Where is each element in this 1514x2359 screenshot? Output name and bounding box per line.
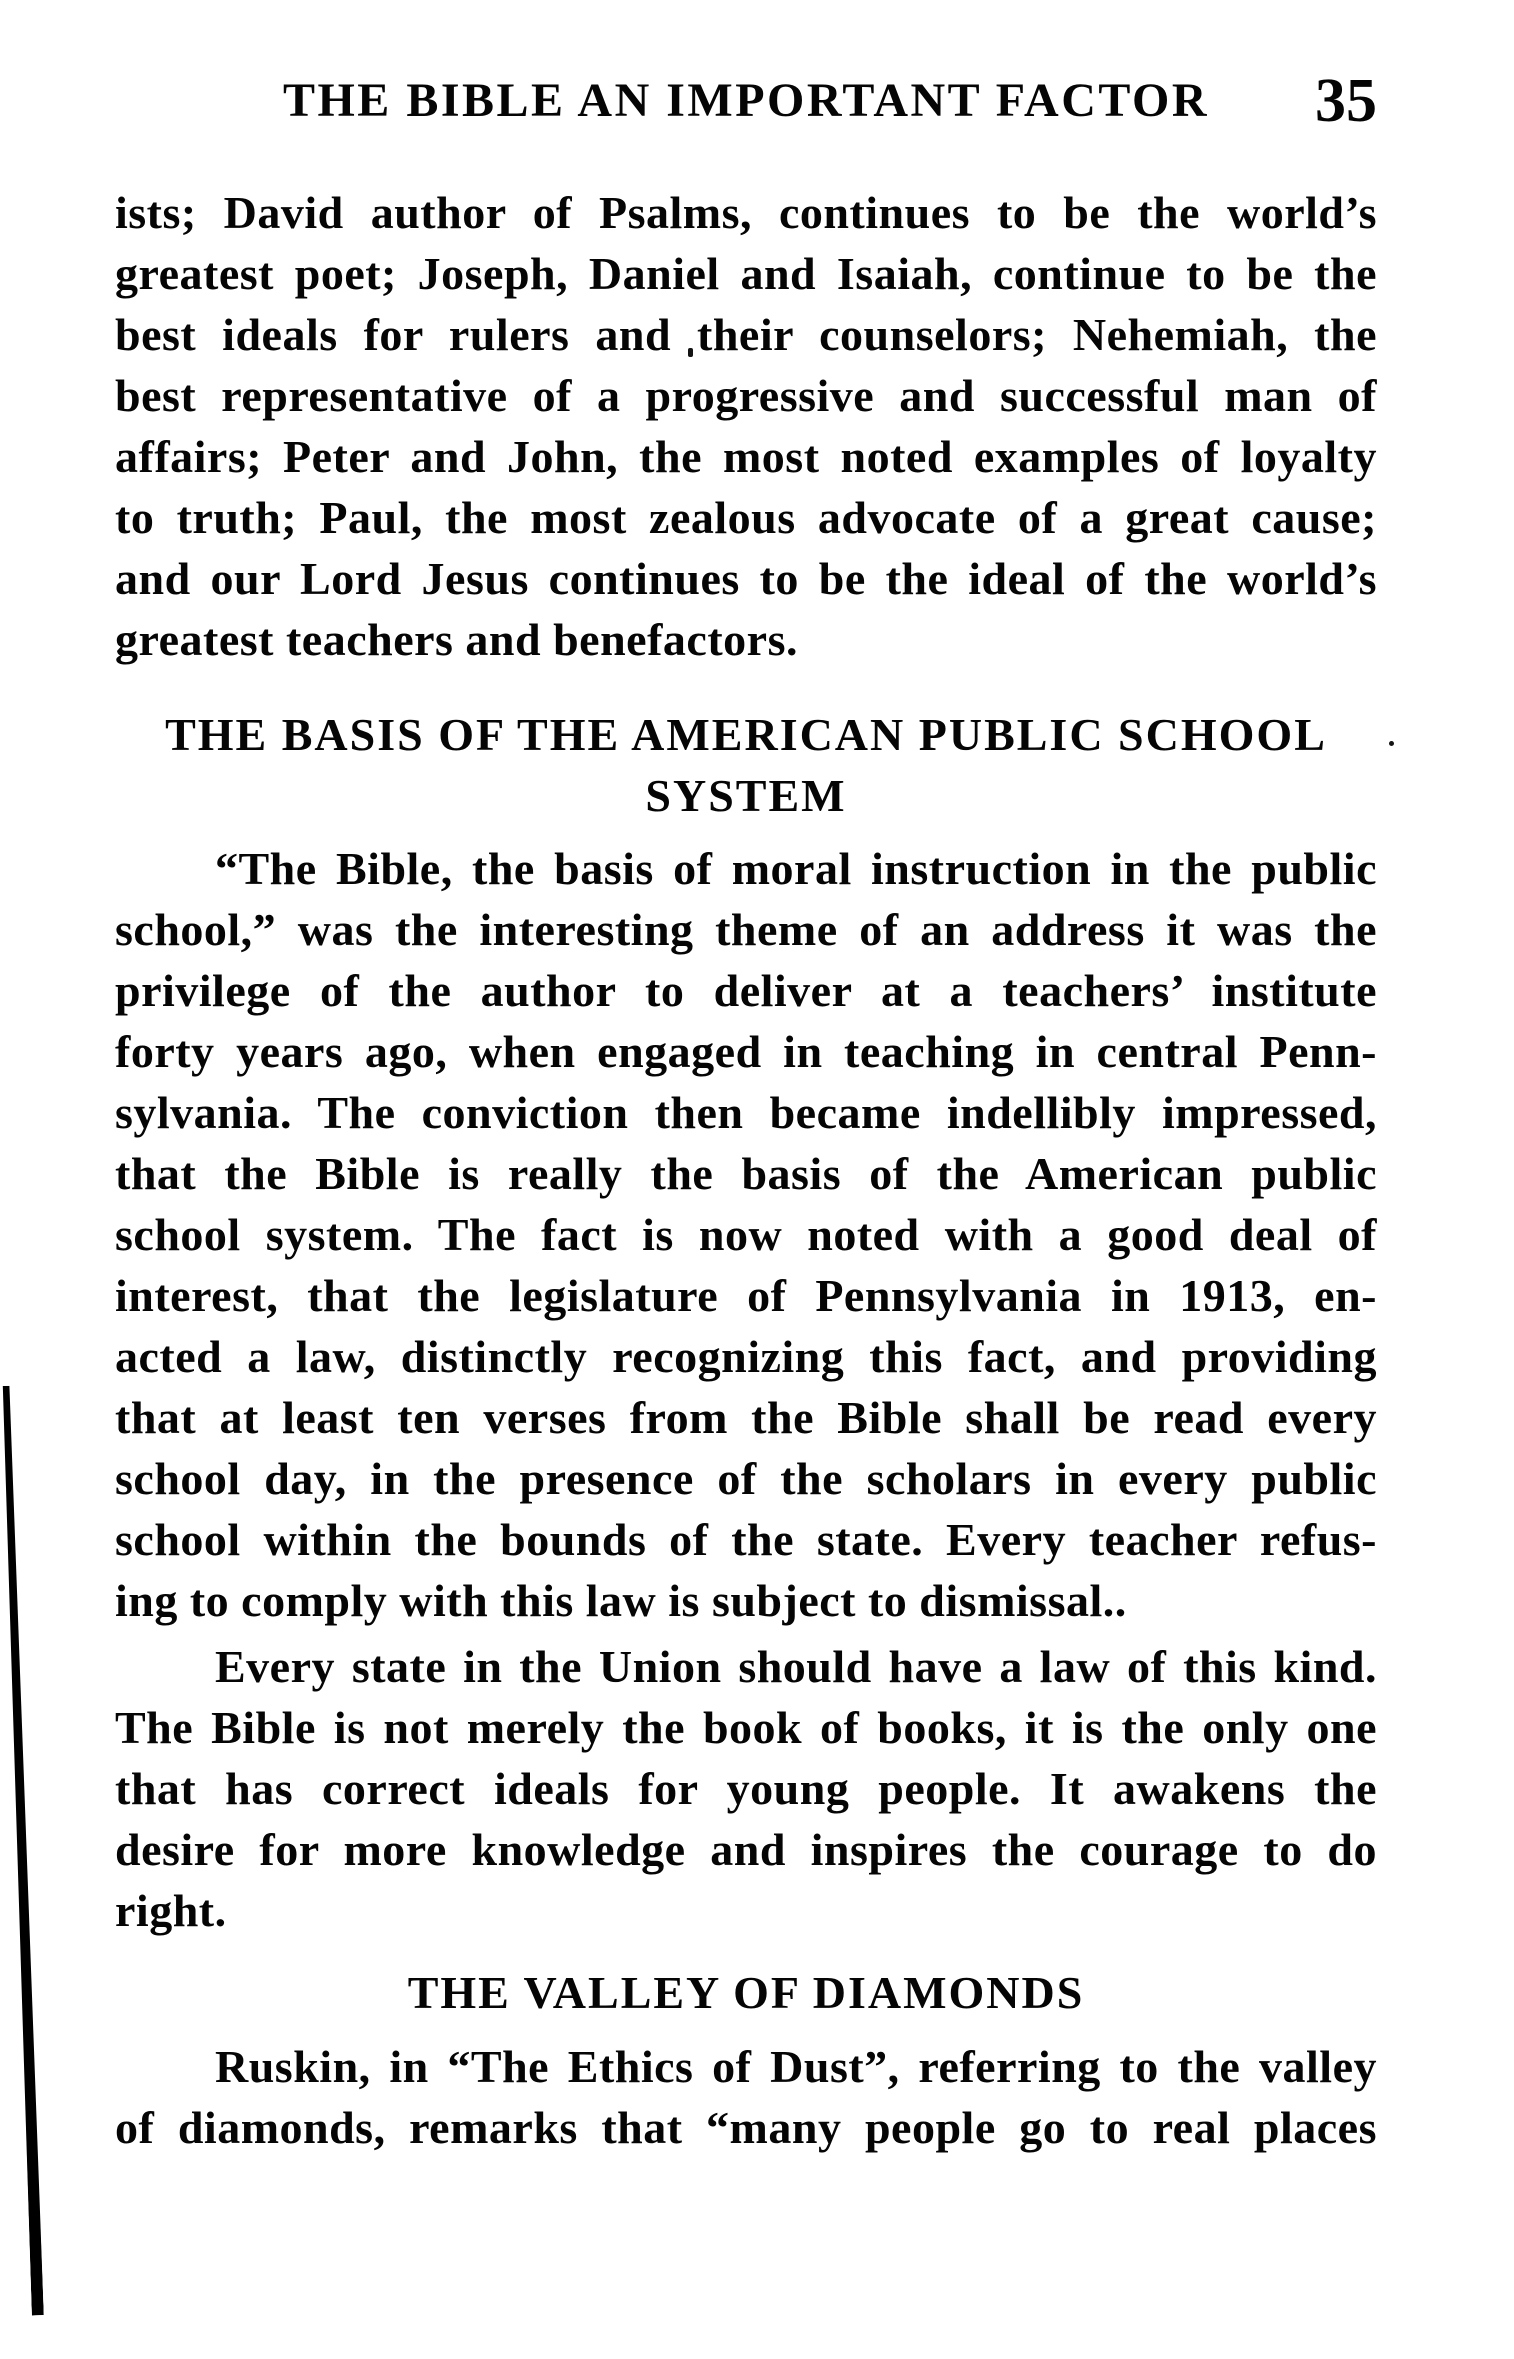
text-line: that the Bible is really the basis of the American public <box>115 1148 1377 1199</box>
ink-speck <box>1389 741 1394 746</box>
text-line: school day, in the presence of the scholars in every public <box>115 1453 1377 1504</box>
text-line: privilege of the author to deliver at a teachers’ institute <box>115 965 1377 1016</box>
text-line: that has correct ideals for young people. It awakens the <box>115 1763 1377 1814</box>
text-line: best representative of a progressive and successful man of <box>115 370 1377 421</box>
heading-line: THE BASIS OF THE AMERICAN PUBLIC SCHOOL <box>165 709 1327 760</box>
text-line: right. <box>115 1885 227 1936</box>
heading-line: SYSTEM <box>645 770 847 821</box>
paragraph-4 <box>115 2036 1377 2158</box>
text-line: that at least ten verses from the Bible shall be read every <box>115 1392 1377 1443</box>
text-line: forty years ago, when engaged in teaching in central Penn- <box>115 1026 1377 1077</box>
scan-smudge-bar <box>1 1386 44 2316</box>
paragraph-2 <box>115 838 1377 1631</box>
paragraph-1 <box>115 182 1377 670</box>
text-line: to truth; Paul, the most zealous advocate of a great cause; <box>115 492 1377 543</box>
text-line: school system. The fact is now noted with a good deal of <box>115 1209 1377 1260</box>
text-line: ing to comply with this law is subject to dismissal.. <box>115 1575 1127 1626</box>
text-line: and our Lord Jesus continues to be the ideal of the world’s <box>115 553 1377 604</box>
text-line: school,” was the interesting theme of an address it was the <box>115 904 1377 955</box>
text-line: greatest teachers and benefactors. <box>115 614 798 665</box>
text-line: best ideals for rulers and their counselors; Nehemiah, the <box>115 309 1377 360</box>
heading-basis <box>115 704 1377 826</box>
text-line: desire for more knowledge and inspires the courage to do <box>115 1824 1377 1875</box>
text-line: interest, that the legislature of Pennsylvania in 1913, en- <box>115 1270 1377 1321</box>
text-line: greatest poet; Joseph, Daniel and Isaiah, continue to be the <box>115 248 1377 299</box>
text-line: acted a law, distinctly recognizing this fact, and providing <box>115 1331 1377 1382</box>
text-line: “The Bible, the basis of moral instruction in the public <box>215 843 1377 894</box>
heading-valley <box>115 1962 1377 2023</box>
paragraph-3 <box>115 1636 1377 1941</box>
heading-line: THE VALLEY OF DIAMONDS <box>407 1967 1085 2018</box>
text-line: ists; David author of Psalms, continues to be the world’s <box>115 187 1377 238</box>
text-line: affairs; Peter and John, the most noted examples of loyalty <box>115 431 1377 482</box>
text-line: The Bible is not merely the book of books, it is the only one <box>115 1702 1377 1753</box>
text-line: sylvania. The conviction then became indellibly impressed, <box>115 1087 1377 1138</box>
page-number: 35 <box>1315 67 1377 135</box>
text-line: Ruskin, in “The Ethics of Dust”, referring to the valley <box>215 2041 1377 2092</box>
text-line: Every state in the Union should have a law of this kind. <box>215 1641 1377 1692</box>
text-block <box>115 0 1377 2158</box>
running-header-title: THE BIBLE AN IMPORTANT FACTOR <box>282 74 1210 127</box>
text-line: school within the bounds of the state. Every teacher refus- <box>115 1514 1377 1565</box>
running-header <box>115 67 1377 135</box>
text-line: of diamonds, remarks that “many people go to real places <box>115 2102 1377 2153</box>
page-body <box>115 182 1377 2158</box>
